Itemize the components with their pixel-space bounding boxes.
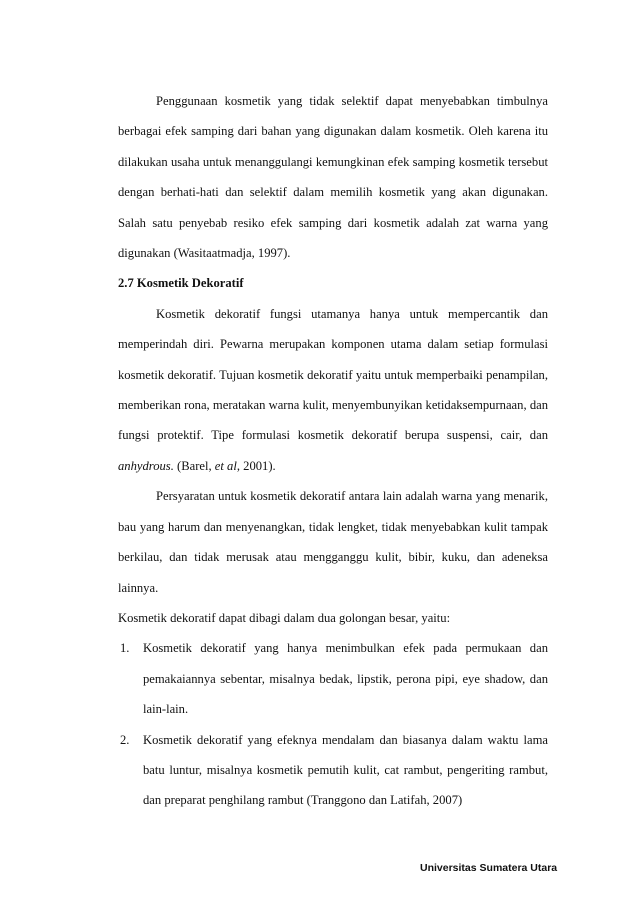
list-item-text: Kosmetik dekoratif yang efeknya mendalam dan biasanya dalam waktu lama batu luntur, misalnya kosmetik pemutih kulit, cat rambut, pengeriting rambut, dan preparat penghilang rambut (Tranggono dan Latifah, 2007) <box>143 732 548 808</box>
section-heading: 2.7 Kosmetik Dekoratif <box>118 276 244 291</box>
list-item-number: 2. <box>120 732 130 747</box>
paragraph-decorative-cosmetics <box>118 299 548 481</box>
paragraph-cosmetic-side-effects: Penggunaan kosmetik yang tidak selektif dapat menyebabkan timbulnya berbagai efek samping dari bahan yang digunakan dalam kosmetik. Oleh karena itu dilakukan usaha untuk menanggulangi kemungkinan efek samping kosmetik tersebut dengan berhati-hati dan selektif dalam memilih kosmetik yang akan digunakan. Salah satu penyebab resiko efek samping dari kosmetik adalah zat warna yang digunakan (Wasitaatmadja, 1997). <box>118 94 548 261</box>
cosmetic-categories-list <box>118 633 548 815</box>
paragraph-requirements: Persyaratan untuk kosmetik dekoratif antara lain adalah warna yang menarik, bau yang harum dan menyenangkan, tidak lengket, tidak menyebabkan kulit tampak berkilau, dan tidak merusak atau mengganggu kulit, bibir, kuku, dan adeneksa lainnya. <box>118 489 548 595</box>
document-page <box>118 86 548 816</box>
paragraph-decorative-text: Kosmetik dekoratif fungsi utamanya hanya untuk mempercantik dan memperindah diri. Pewarna merupakan komponen utama dalam setiap formulasi kosmetik dekoratif. Tujuan kosmetik dekoratif yaitu untuk memperbaiki penampilan, memberikan rona, meratakan warna kulit, menyembunyikan ketidaksempurnaan, dan fungsi protektif. Tipe formulasi kosmetik dekoratif berupa suspensi, cair, dan <box>118 306 548 443</box>
list-item-text: Kosmetik dekoratif yang hanya menimbulkan efek pada permukaan dan pemakaiannya sebentar, misalnya bedak, lipstik, perona pipi, eye shadow, dan lain-lain. <box>143 641 548 717</box>
citation-end: , 2001). <box>236 458 276 473</box>
list-item-number: 1. <box>120 641 130 656</box>
list-intro: Kosmetik dekoratif dapat dibagi dalam dua golongan besar, yaitu: <box>118 610 451 625</box>
list-item <box>118 725 548 816</box>
footer-university: Universitas Sumatera Utara <box>420 862 558 874</box>
list-item <box>118 633 548 724</box>
italic-term-anhydrous: anhydrous. <box>118 458 174 473</box>
citation-start: (Barel, <box>177 458 212 473</box>
citation-et-al: et al <box>214 458 237 473</box>
